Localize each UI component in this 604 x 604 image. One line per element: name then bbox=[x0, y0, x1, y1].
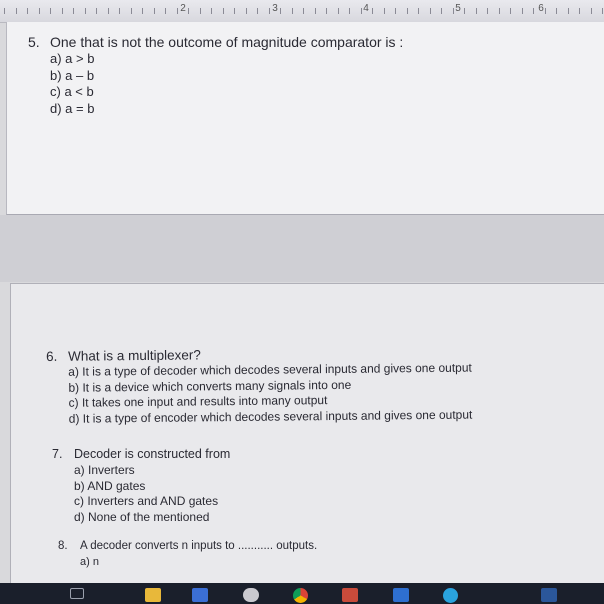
question-text: A decoder converts n inputs to ........... outputs. bbox=[80, 540, 318, 552]
option: c) Inverters and AND gates bbox=[74, 494, 219, 508]
ruler-tick bbox=[62, 8, 63, 14]
ruler-tick bbox=[131, 8, 132, 14]
ruler-tick bbox=[165, 8, 166, 14]
ruler-number: 6 bbox=[538, 3, 544, 14]
question-6 bbox=[46, 344, 472, 427]
ruler-tick bbox=[154, 8, 155, 14]
store-icon[interactable] bbox=[192, 588, 208, 602]
taskbar bbox=[0, 583, 604, 604]
ruler-tick bbox=[395, 8, 396, 14]
ruler-tick bbox=[85, 8, 86, 14]
ruler-tick bbox=[142, 8, 143, 14]
page-gap bbox=[0, 215, 604, 282]
option: b) It is a device which converts many signals into one bbox=[68, 377, 352, 395]
question-number: 5. bbox=[28, 34, 40, 50]
question-number: 8. bbox=[58, 540, 68, 552]
ruler-tick bbox=[441, 8, 442, 14]
option: d) a = b bbox=[50, 100, 95, 116]
ruler-number: 2 bbox=[180, 3, 186, 14]
ruler-tick bbox=[349, 8, 350, 14]
ruler-tick bbox=[510, 8, 511, 14]
ruler-tick bbox=[234, 8, 235, 14]
photos-icon[interactable] bbox=[342, 588, 358, 602]
ruler-number: 5 bbox=[455, 3, 461, 14]
ruler-tick bbox=[188, 8, 189, 14]
option: c) It takes one input and results into many output bbox=[68, 393, 328, 410]
ruler-tick bbox=[545, 8, 546, 14]
option: a) Inverters bbox=[74, 463, 135, 477]
ruler-tick bbox=[4, 8, 5, 14]
ruler-tick bbox=[499, 8, 500, 14]
question-5 bbox=[28, 34, 403, 117]
ruler-tick bbox=[119, 8, 120, 14]
ruler-tick bbox=[39, 8, 40, 14]
telegram-icon[interactable] bbox=[443, 588, 458, 603]
ruler-tick bbox=[269, 8, 270, 14]
word-icon[interactable] bbox=[541, 588, 557, 602]
ruler-tick bbox=[556, 8, 557, 14]
question-8 bbox=[58, 538, 317, 571]
ruler-tick bbox=[50, 8, 51, 14]
question-number: 6. bbox=[46, 348, 58, 364]
ruler-tick bbox=[73, 8, 74, 14]
ruler-tick bbox=[602, 8, 603, 14]
option: d) None of the mentioned bbox=[74, 509, 210, 524]
ruler-tick bbox=[177, 8, 178, 14]
option: a) a > b bbox=[50, 51, 95, 66]
option: a) It is a type of decoder which decodes several inputs and gives one output bbox=[68, 360, 472, 379]
document-ruler bbox=[0, 0, 604, 23]
ruler-tick bbox=[407, 8, 408, 14]
task-view-icon[interactable] bbox=[70, 588, 84, 599]
ruler-tick bbox=[338, 8, 339, 14]
ruler-tick bbox=[246, 8, 247, 14]
ruler-tick bbox=[280, 8, 281, 14]
option: c) a < b bbox=[50, 84, 94, 99]
mail-icon[interactable] bbox=[393, 588, 409, 602]
question-number: 7. bbox=[52, 447, 63, 461]
ruler-tick bbox=[200, 8, 201, 14]
ruler-tick bbox=[591, 8, 592, 14]
ruler-tick bbox=[568, 8, 569, 14]
ruler-tick bbox=[361, 8, 362, 14]
option: b) a – b bbox=[50, 67, 95, 83]
question-text: One that is not the outcome of magnitude comparator is : bbox=[50, 34, 404, 50]
ruler-tick bbox=[464, 8, 465, 14]
ruler-tick bbox=[384, 8, 385, 14]
ruler-tick bbox=[453, 8, 454, 14]
option: a) n bbox=[80, 556, 99, 568]
ruler-tick bbox=[257, 8, 258, 14]
ruler-number: 4 bbox=[363, 3, 369, 14]
paint-icon[interactable] bbox=[243, 588, 259, 602]
ruler-tick bbox=[476, 8, 477, 14]
ruler-tick bbox=[211, 8, 212, 14]
ruler-tick bbox=[223, 8, 224, 14]
ruler-tick bbox=[326, 8, 327, 14]
question-text: What is a multiplexer? bbox=[68, 347, 201, 364]
ruler-tick bbox=[96, 8, 97, 14]
question-7 bbox=[52, 446, 230, 525]
ruler-tick bbox=[487, 8, 488, 14]
option: d) It is a type of encoder which decodes several inputs and gives one output bbox=[68, 407, 473, 426]
option: b) AND gates bbox=[74, 478, 146, 493]
ruler-tick bbox=[16, 8, 17, 14]
ruler-tick bbox=[108, 8, 109, 14]
ruler-tick bbox=[27, 8, 28, 14]
ruler-tick bbox=[315, 8, 316, 14]
ruler-tick bbox=[418, 8, 419, 14]
ruler-tick bbox=[579, 8, 580, 14]
file-explorer-icon[interactable] bbox=[145, 588, 161, 602]
ruler-number: 3 bbox=[272, 3, 278, 14]
ruler-tick bbox=[303, 8, 304, 14]
ruler-tick bbox=[430, 8, 431, 14]
ruler-tick bbox=[533, 8, 534, 14]
ruler-tick bbox=[372, 8, 373, 14]
question-text: Decoder is constructed from bbox=[74, 447, 231, 461]
ruler-tick bbox=[292, 8, 293, 14]
ruler-tick bbox=[522, 8, 523, 14]
chrome-icon[interactable] bbox=[293, 588, 308, 603]
